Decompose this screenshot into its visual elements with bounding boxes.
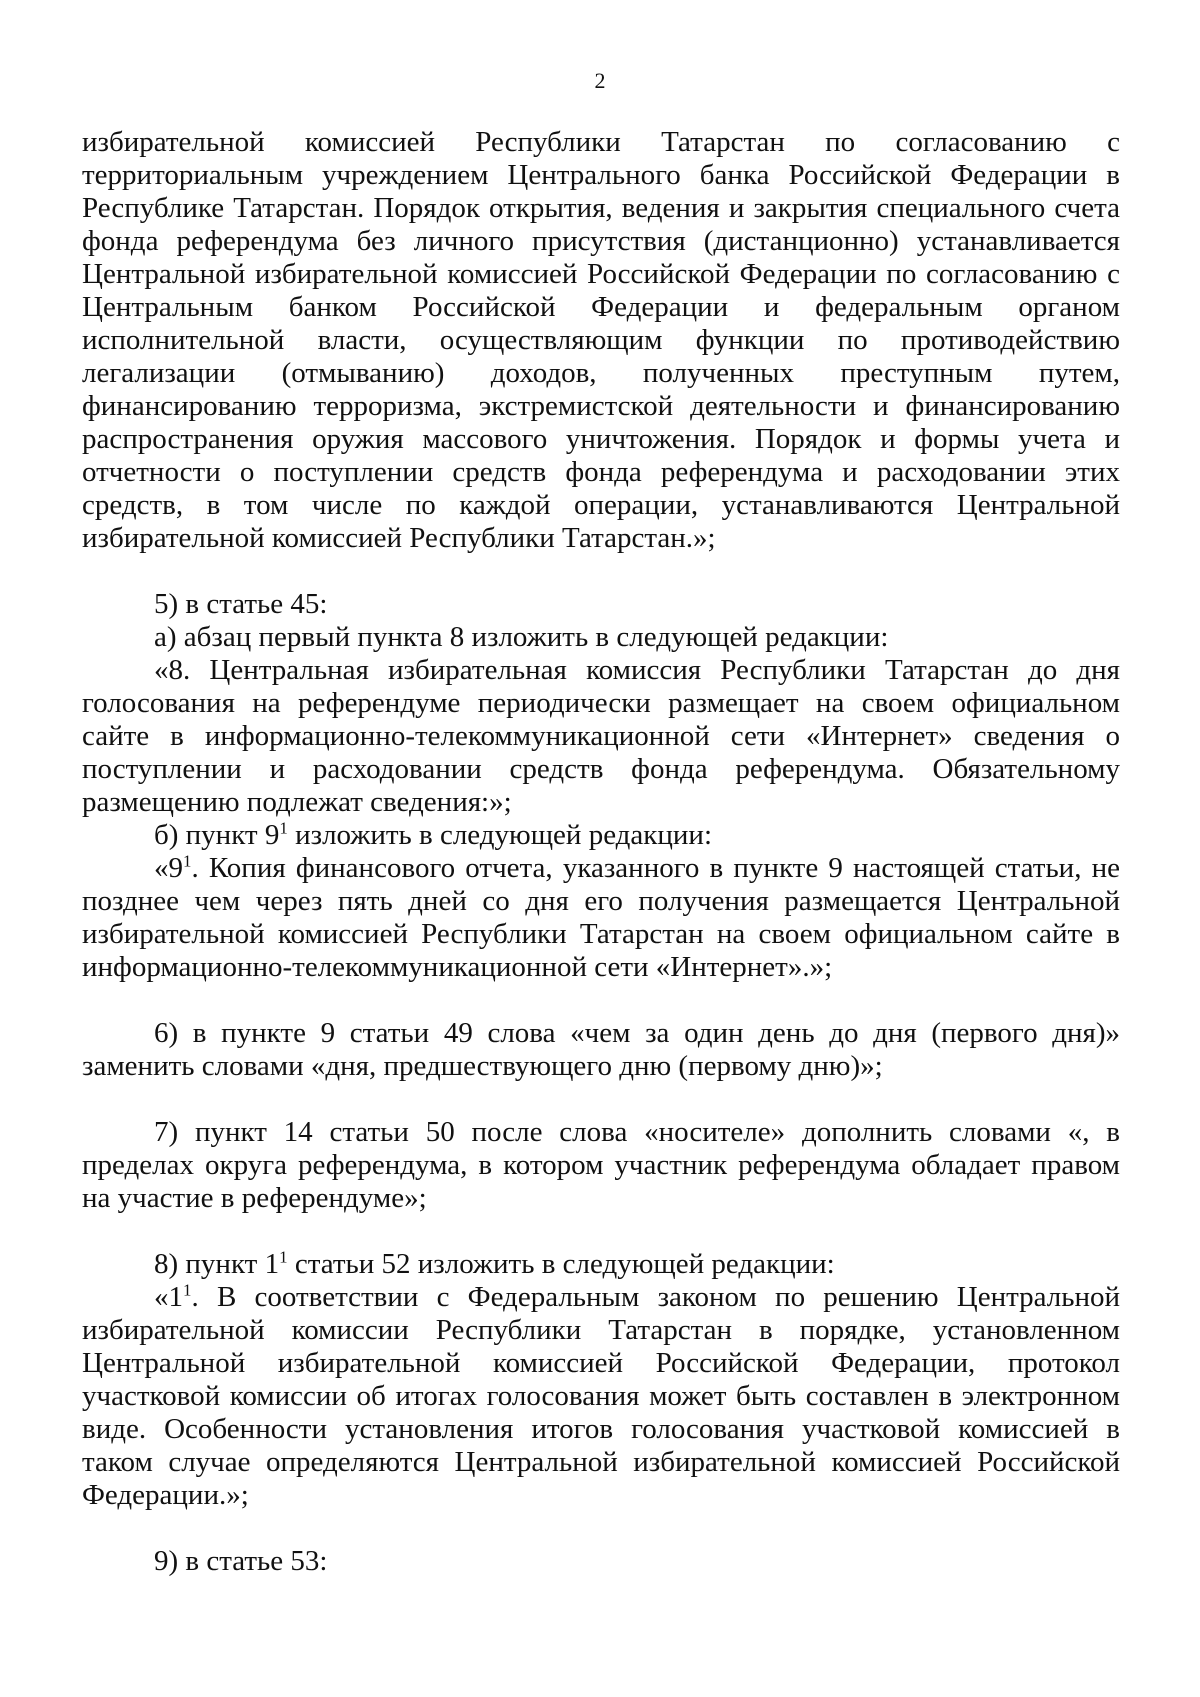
text-segment: б) пункт 9 (154, 819, 280, 851)
paragraph-quote-8: «8. Центральная избирательная комиссия Республики Татарстан до дня голосования на референдуме периодически размещает на своем официальном сайте в информационно-телекоммуникационной сети «Интернет» сведения о поступлении и расходовании средств фонда референдума. Обязательному размещению подлежат сведения:»; (82, 654, 1120, 818)
paragraph-item-9: 9) в статье 53: (154, 1545, 328, 1577)
text-segment: . Копия финансового отчета, указанного в пункте 9 настоящей статьи, не позднее чем через пять дней со дня его получения размещается Центральной избирательной комиссией Республики Татарстан на своем официальном сайте в информационно-телекоммуникационной сети «Интернет».»; (82, 852, 1120, 983)
text-segment: «1 (154, 1281, 183, 1313)
text-segment: статьи 52 изложить в следующей редакции: (287, 1248, 835, 1280)
paragraph-continuation: избирательной комиссией Республики Татарстан по согласованию с территориальным учреждением Центрального банка Российской Федерации в Республике Татарстан. Порядок открытия, ведения и закрытия специального счета фонда референдума без личного присутствия (дистанционно) устанавливается Центральной избирательной комиссией Российской Федерации по согласованию с Центральным банком Российской Федерации и федеральным органом исполнительной власти, осуществляющим функции по противодействию легализации (отмыванию) доходов, полученных преступным путем, финансированию терроризма, экстремистской деятельности и финансированию распространения оружия массового уничтожения. Порядок и формы учета и отчетности о поступлении средств фонда референдума и расходовании этих средств, в том числе по каждой операции, устанавливаются Центральной избирательной комиссией Республики Татарстан.»; (82, 126, 1120, 554)
text-segment: изложить в следующей редакции: (287, 819, 713, 851)
paragraph-item-6: 6) в пункте 9 статьи 49 слова «чем за один день до дня (первого дня)» заменить словами «дня, предшествующего дню (первому дню)»; (82, 1017, 1120, 1082)
paragraph-item-5a: а) абзац первый пункта 8 изложить в следующей редакции: (154, 621, 889, 653)
superscript: 1 (183, 851, 192, 871)
paragraph-item-5b (82, 819, 1120, 852)
paragraph-item-5: 5) в статье 45: (154, 588, 328, 620)
superscript: 1 (183, 1280, 192, 1300)
superscript: 1 (279, 1247, 288, 1267)
page-number: 2 (594, 68, 606, 93)
paragraph-item-7: 7) пункт 14 статьи 50 после слова «носителе» дополнить словами «, в пределах округа референдума, в котором участник референдума обладает правом на участие в референдуме»; (82, 1116, 1120, 1214)
document-body (82, 126, 1120, 1578)
text-segment: 8) пункт 1 (154, 1248, 280, 1280)
paragraph-quote-1-1 (82, 1281, 1120, 1512)
text-segment: «9 (154, 852, 183, 884)
paragraph-item-8 (82, 1248, 1120, 1281)
text-segment: . В соответствии с Федеральным законом по решению Центральной избирательной комиссии Республики Татарстан в порядке, установленном Центральной избирательной комиссией Российской Федерации, протокол участковой комиссии об итогах голосования может быть составлен в электронном виде. Особенности установления итогов голосования участковой комиссией в таком случае определяются Центральной избирательной комиссией Российской Федерации.»; (82, 1281, 1120, 1511)
superscript: 1 (279, 818, 288, 838)
paragraph-quote-9-1 (82, 852, 1120, 984)
